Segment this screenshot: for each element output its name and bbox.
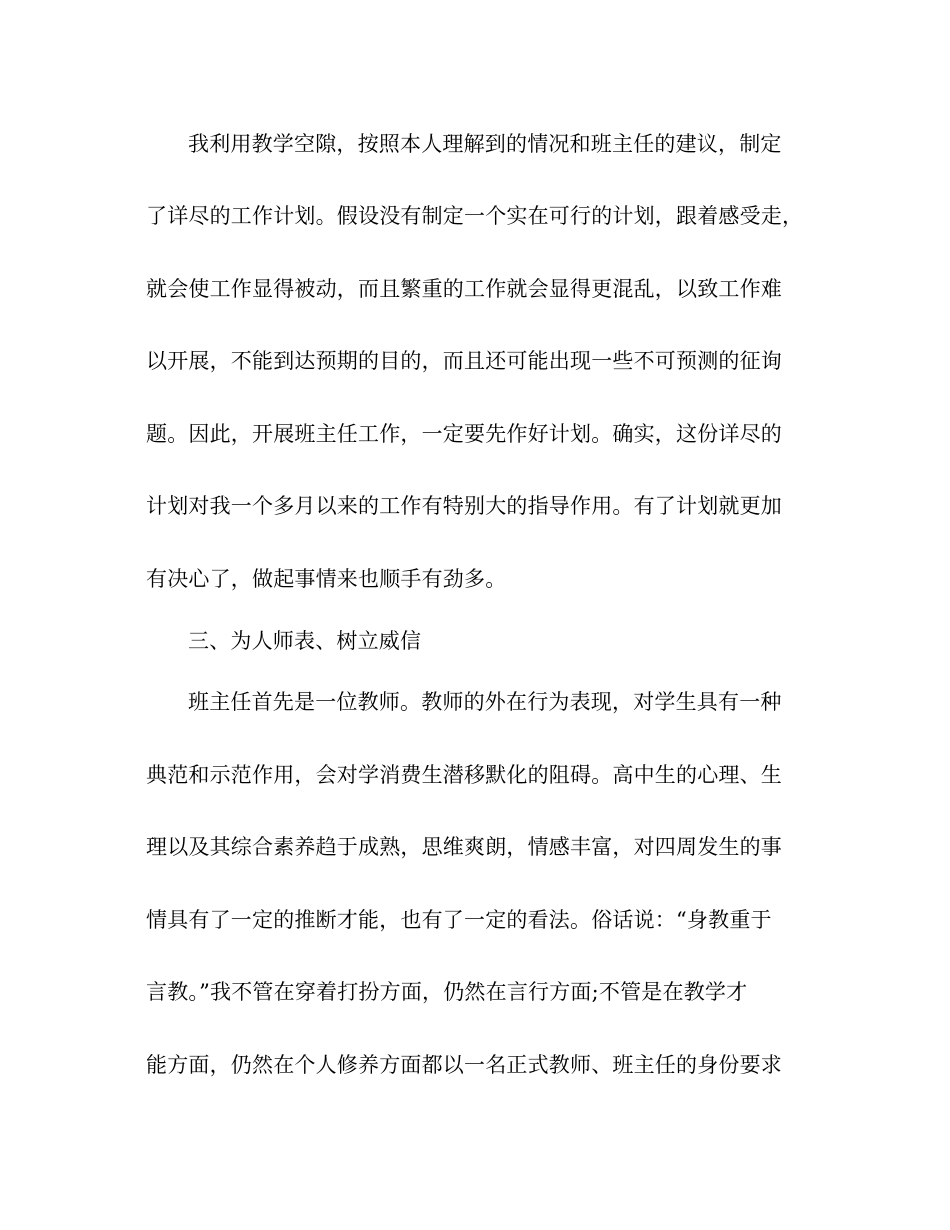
paragraph-line: 言教。”我不管在穿着打扮方面，仍然在言行方面;不管是在教学才	[146, 980, 748, 1004]
paragraph-line: 就会使工作显得被动，而且繁重的工作就会显得更混乱，以致工作难	[146, 277, 782, 301]
paragraph-line: 典范和示范作用，会对学消费生潜移默化的阻碍。高中生的心理、生	[146, 763, 782, 787]
paragraph-line: 有决心了，做起事情来也顺手有劲多。	[146, 567, 507, 591]
paragraph-line: 以开展，不能到达预期的目的，而且还可能出现一些不可预测的征询	[146, 349, 782, 373]
paragraph-line: 我利用教学空隙，按照本人理解到的情况和班主任的建议，制定	[188, 132, 782, 156]
paragraph-line: 能方面，仍然在个人修养方面都以一名正式教师、班主任的身份要求	[146, 1053, 782, 1077]
paragraph-line: 理以及其综合素养趋于成熟，思维爽朗，情感丰富，对四周发生的事	[146, 835, 782, 859]
paragraph-line: 班主任首先是一位教师。教师的外在行为表现，对学生具有一种	[188, 690, 782, 714]
paragraph-line: 了详尽的工作计划。假设没有制定一个实在可行的计划，跟着感受走，	[146, 204, 804, 228]
paragraph-line: 情具有了一定的推断才能，也有了一定的看法。俗话说：“身教重于	[146, 908, 772, 932]
paragraph-line: 题。因此，开展班主任工作，一定要先作好计划。确实，这份详尽的	[146, 422, 782, 446]
paragraph-line: 计划对我一个多月以来的工作有特别大的指导作用。有了计划就更加	[146, 494, 782, 518]
section-heading: 三、为人师表、树立威信	[188, 629, 422, 653]
